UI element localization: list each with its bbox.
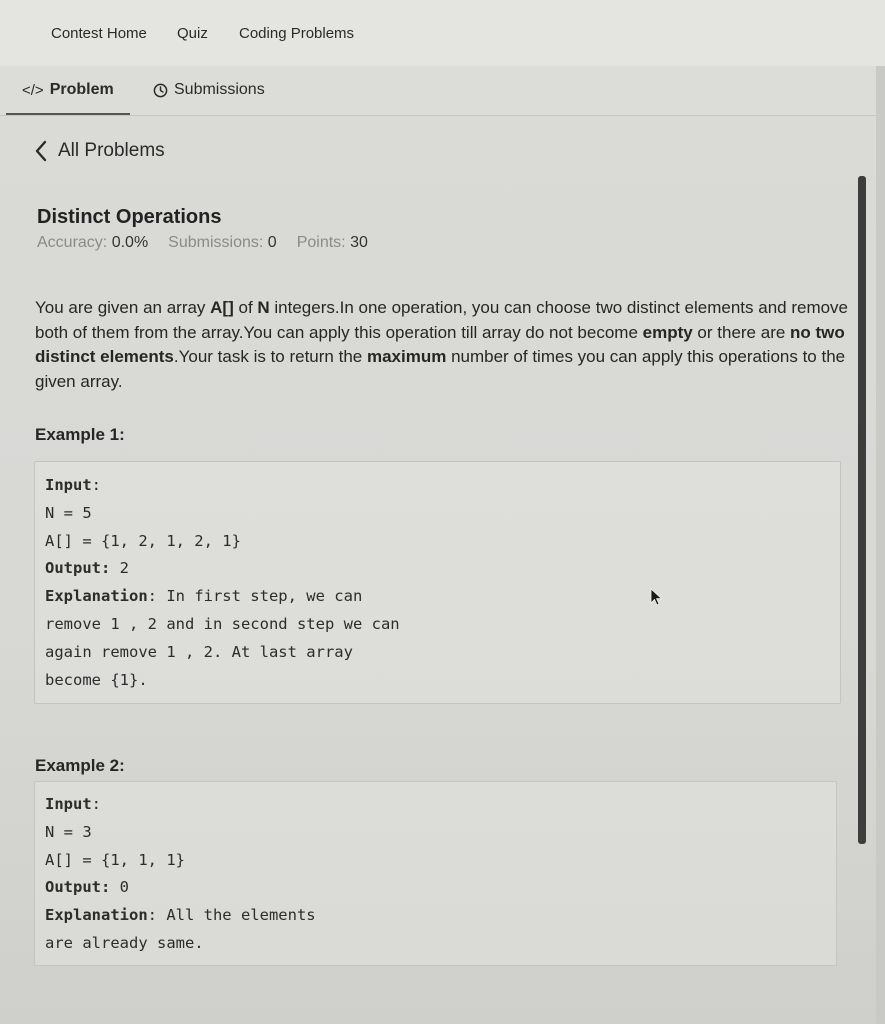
clock-icon bbox=[153, 83, 168, 98]
input-label: Input bbox=[45, 795, 92, 813]
problem-title: Distinct Operations bbox=[37, 206, 222, 228]
output-label: Output: bbox=[45, 878, 111, 897]
problem-description bbox=[35, 296, 850, 394]
example-array-line: A[] = {1, 1, 1} bbox=[45, 850, 185, 869]
input-colon: : bbox=[91, 476, 102, 494]
input-label: Input bbox=[45, 476, 92, 494]
example-1-heading: Example 1: bbox=[35, 425, 125, 444]
nav-quiz[interactable]: Quiz bbox=[177, 25, 208, 42]
example-explanation-line bbox=[45, 583, 830, 611]
points-stat bbox=[297, 234, 368, 252]
description-text: of bbox=[233, 298, 258, 317]
example-explanation-line: remove 1 , 2 and in second step we can bbox=[45, 614, 400, 633]
nav-contest-home[interactable]: Contest Home bbox=[51, 25, 147, 42]
description-text: .Your task is to return the bbox=[173, 347, 367, 366]
all-problems-label: All Problems bbox=[58, 140, 165, 161]
description-array: A[] bbox=[210, 298, 234, 317]
tab-problem[interactable] bbox=[22, 81, 114, 99]
all-problems-link[interactable] bbox=[34, 140, 165, 162]
tab-submissions-label: Submissions bbox=[174, 81, 265, 98]
explanation-label: Explanation bbox=[45, 906, 148, 925]
output-value: 2 bbox=[110, 559, 129, 578]
problem-stats bbox=[37, 234, 368, 252]
description-text: You are given an array bbox=[35, 298, 211, 317]
description-no-two-distinct: no two distinct elements bbox=[35, 322, 845, 366]
chevron-left-icon bbox=[34, 140, 48, 162]
accuracy-label: Accuracy: bbox=[37, 234, 108, 251]
example-output-line bbox=[45, 555, 830, 583]
example-input-line bbox=[45, 791, 826, 819]
example-explanation-line: are already same. bbox=[45, 933, 204, 952]
scrollbar[interactable] bbox=[858, 176, 866, 844]
tab-problem-label: Problem bbox=[49, 81, 114, 98]
example-2-heading: Example 2: bbox=[35, 756, 125, 775]
accuracy-value: 0.0% bbox=[111, 234, 149, 251]
output-label: Output: bbox=[45, 559, 111, 578]
mouse-cursor-icon bbox=[650, 588, 664, 608]
explanation-text: : In first step, we can bbox=[147, 587, 363, 606]
accuracy-stat bbox=[37, 234, 148, 252]
submissions-stat bbox=[168, 234, 277, 252]
example-explanation-line bbox=[45, 902, 826, 930]
example-explanation-line: become {1}. bbox=[45, 670, 148, 689]
explanation-text: : All the elements bbox=[147, 906, 316, 925]
example-output-line bbox=[45, 874, 826, 902]
problem-tabs bbox=[0, 66, 885, 116]
top-navigation bbox=[0, 0, 885, 67]
code-icon: </> bbox=[22, 81, 44, 99]
submissions-label: Submissions: bbox=[168, 234, 264, 251]
description-empty: empty bbox=[642, 322, 693, 342]
explanation-label: Explanation bbox=[45, 587, 148, 606]
example-n-line: N = 3 bbox=[45, 822, 92, 841]
submissions-value: 0 bbox=[267, 234, 277, 251]
points-label: Points: bbox=[296, 234, 346, 251]
example-explanation-line: again remove 1 , 2. At last array bbox=[45, 642, 353, 661]
active-tab-indicator bbox=[6, 113, 130, 115]
example-input-line bbox=[45, 472, 830, 500]
input-colon: : bbox=[91, 795, 102, 813]
points-value: 30 bbox=[350, 234, 368, 251]
example-2-box bbox=[34, 781, 837, 966]
description-text: number of times you can apply this operations to the given array. bbox=[35, 347, 846, 391]
example-array-line: A[] = {1, 2, 1, 2, 1} bbox=[45, 531, 241, 550]
output-value: 0 bbox=[110, 878, 129, 897]
description-n: N bbox=[257, 298, 270, 317]
description-text: or there are bbox=[692, 322, 791, 342]
right-panel-edge bbox=[876, 66, 885, 1024]
example-n-line: N = 5 bbox=[45, 503, 92, 522]
description-maximum: maximum bbox=[366, 347, 447, 366]
description-text: integers.In one operation, you can choose two distinct elements and remove both of them from the array.You can apply this operation till array do not become bbox=[35, 298, 849, 342]
tab-submissions[interactable] bbox=[153, 81, 265, 99]
example-1-box bbox=[34, 461, 841, 704]
nav-coding-problems[interactable]: Coding Problems bbox=[239, 25, 355, 42]
